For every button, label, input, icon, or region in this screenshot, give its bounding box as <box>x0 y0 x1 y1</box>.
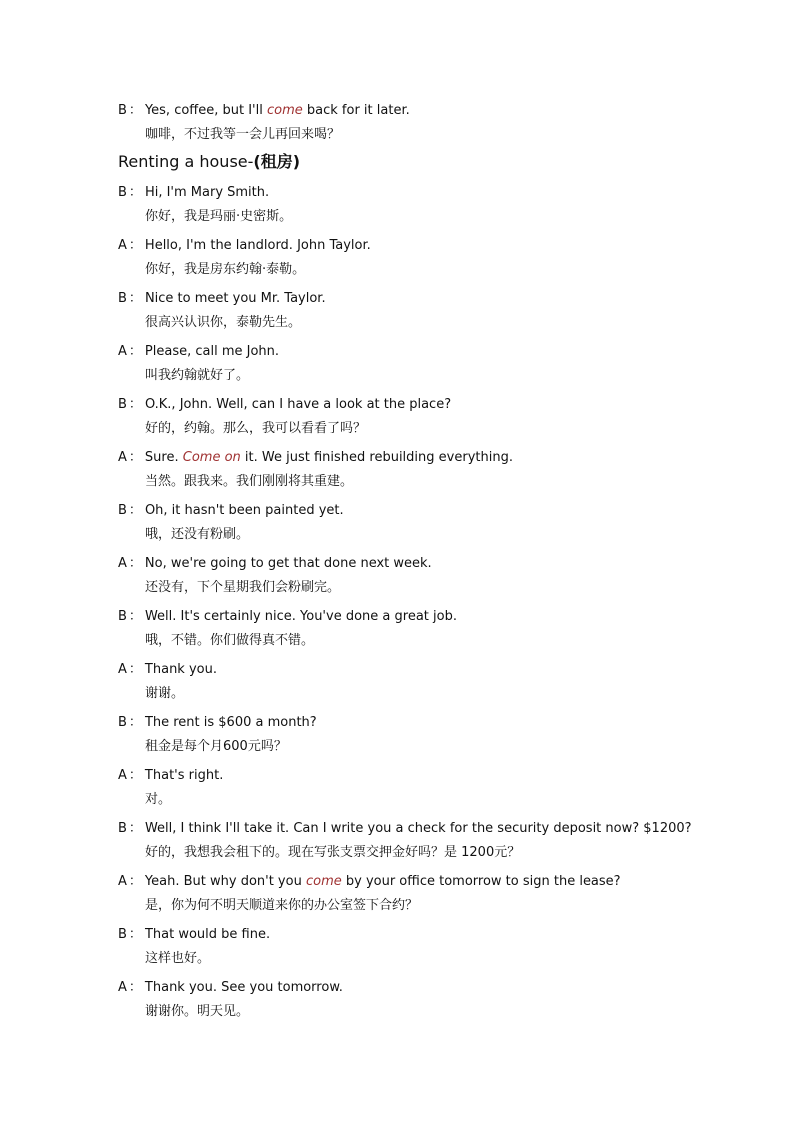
line-text: That's right. <box>144 768 224 783</box>
dialog-line-cn: 咖啡，不过我等一会儿再回来喝？ <box>145 127 341 142</box>
dialog-line-en <box>118 820 692 838</box>
section-heading <box>118 152 300 172</box>
dialog-line-en <box>118 555 432 573</box>
speaker-label: A <box>118 874 127 889</box>
emphasis-text: come <box>267 103 303 118</box>
speaker-label: B <box>118 503 127 518</box>
dialog-line-en <box>118 102 410 120</box>
line-text: Well. It's certainly nice. You've done a great job. <box>144 609 457 624</box>
section-title-en: Renting a house- <box>118 152 254 171</box>
speaker-label: B <box>118 821 127 836</box>
speaker-label: B <box>118 397 127 412</box>
dialog-line-en <box>118 979 343 997</box>
dialog-line-en <box>118 767 223 785</box>
line-text: Nice to meet you Mr. Taylor. <box>144 291 326 306</box>
speaker-label: B <box>118 927 127 942</box>
separator: ： <box>128 503 142 518</box>
separator: ： <box>128 397 142 412</box>
separator: ： <box>128 238 142 253</box>
dialog-line-cn: 还没有，下个星期我们会粉刷完。 <box>145 580 341 595</box>
line-text: That would be fine. <box>144 927 271 942</box>
dialog-line-en <box>118 184 269 202</box>
dialog-line-en <box>118 396 451 414</box>
dialog-line-en <box>118 661 217 679</box>
speaker-label: B <box>118 185 127 200</box>
dialog-line-cn: 你好，我是房东约翰·泰勒。 <box>145 262 306 277</box>
dialog-line-cn: 哦，不错。你们做得真不错。 <box>145 633 315 648</box>
separator: ： <box>128 291 142 306</box>
line-text: Hi, I'm Mary Smith. <box>144 185 270 200</box>
dialog-line-cn: 谢谢你。明天见。 <box>145 1004 250 1019</box>
emphasis-text: come <box>305 874 342 889</box>
line-text-after: back for it later. <box>302 103 410 118</box>
dialog-line-en <box>118 873 621 891</box>
dialog-line-cn: 当然。跟我来。我们刚刚将其重建。 <box>145 474 354 489</box>
line-text: No, we're going to get that done next week. <box>144 556 432 571</box>
line-text: Please, call me John. <box>144 344 280 359</box>
speaker-label: B <box>118 103 127 118</box>
line-text: Thank you. See you tomorrow. <box>144 980 343 995</box>
line-text: Oh, it hasn't been painted yet. <box>144 503 344 518</box>
dialog-line-cn: 谢谢。 <box>145 686 185 701</box>
dialog-line-cn: 是，你为何不明天顺道来你的办公室签下合约？ <box>145 898 419 913</box>
line-text: Sure. <box>144 450 183 465</box>
separator: ： <box>128 344 142 359</box>
line-text: Thank you. <box>144 662 217 677</box>
speaker-label: A <box>118 450 127 465</box>
separator: ： <box>128 980 142 995</box>
separator: ： <box>128 662 142 677</box>
separator: ： <box>128 768 142 783</box>
dialog-line-en <box>118 237 371 255</box>
speaker-label: B <box>118 609 127 624</box>
speaker-label: A <box>118 344 127 359</box>
separator: ： <box>128 927 142 942</box>
speaker-label: A <box>118 662 127 677</box>
dialog-line-cn: 叫我约翰就好了。 <box>145 368 250 383</box>
line-text-after: it. We just finished rebuilding everything. <box>240 450 513 465</box>
line-text: Well, I think I'll take it. Can I write you a check for the security deposit now? $1200? <box>144 821 692 836</box>
dialog-line-en <box>118 290 326 308</box>
separator: ： <box>128 450 142 465</box>
dialog-line-cn: 好的，我想我会租下的。现在写张支票交押金好吗？是 1200元？ <box>145 845 521 860</box>
line-text: O.K., John. Well, can I have a look at the place? <box>144 397 452 412</box>
line-text: Yeah. But why don't you <box>144 874 306 889</box>
separator: ： <box>128 609 142 624</box>
dialog-line-en <box>118 502 344 520</box>
separator: ： <box>128 874 142 889</box>
dialog-line-cn: 好的，约翰。那么，我可以看看了吗？ <box>145 421 367 436</box>
speaker-label: A <box>118 768 127 783</box>
dialog-line-en <box>118 343 279 361</box>
separator: ： <box>128 821 142 836</box>
dialog-line-en <box>118 714 317 732</box>
speaker-label: A <box>118 556 127 571</box>
dialog-line-en <box>118 449 513 467</box>
separator: ： <box>128 715 142 730</box>
speaker-label: B <box>118 715 127 730</box>
dialog-line-en <box>118 926 270 944</box>
dialog-line-cn: 你好，我是玛丽·史密斯。 <box>145 209 293 224</box>
line-text: Yes, coffee, but I'll <box>144 103 267 118</box>
dialog-line-cn: 租金是每个月600元吗？ <box>145 739 287 754</box>
line-text: Hello, I'm the landlord. John Taylor. <box>144 238 371 253</box>
dialog-line-cn: 哦，还没有粉刷。 <box>145 527 250 542</box>
emphasis-text: Come on <box>182 450 241 465</box>
speaker-label: A <box>118 980 127 995</box>
speaker-label: A <box>118 238 127 253</box>
dialog-line-cn: 对。 <box>145 792 172 807</box>
section-title-cn: (租房) <box>253 152 301 171</box>
line-text-after: by your office tomorrow to sign the lease? <box>341 874 621 889</box>
separator: ： <box>128 185 142 200</box>
line-text: The rent is $600 a month? <box>144 715 317 730</box>
speaker-label: B <box>118 291 127 306</box>
dialog-line-cn: 这样也好。 <box>145 951 211 966</box>
dialog-line-en <box>118 608 457 626</box>
separator: ： <box>128 556 142 571</box>
separator: ： <box>128 103 142 118</box>
dialog-line-cn: 很高兴认识你，泰勒先生。 <box>145 315 302 330</box>
